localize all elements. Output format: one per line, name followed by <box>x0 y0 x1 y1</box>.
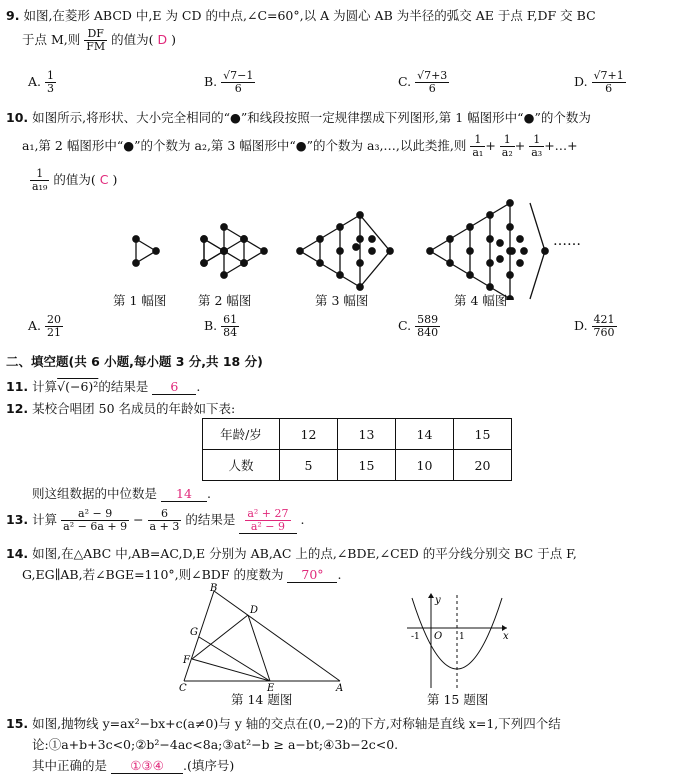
segment <box>430 251 450 263</box>
tick-one: 1 <box>459 632 465 642</box>
dot <box>221 272 227 278</box>
dot <box>221 248 227 254</box>
dot <box>542 248 548 254</box>
q13-f1-num: a² − 9 <box>61 508 129 521</box>
option-label: D. <box>574 74 588 89</box>
q12-number: 12. <box>6 401 29 416</box>
axis-label-y: y <box>435 595 441 606</box>
option-num: √7+3 <box>417 69 448 82</box>
table-cell: 年龄/岁 <box>203 419 280 450</box>
last-den: a₁₉ <box>32 180 48 193</box>
dot <box>353 244 359 250</box>
q13-ans-num: a² + 27 <box>247 507 289 520</box>
q10-close: ) <box>112 172 118 187</box>
option-label: C. <box>398 74 412 89</box>
option-den: 3 <box>47 82 54 95</box>
q10-line1 <box>6 108 591 126</box>
q11-root: √(−6)² <box>57 379 99 394</box>
q11-answer: 6 <box>152 379 196 395</box>
option-den: 840 <box>417 326 439 339</box>
segment <box>450 263 470 275</box>
q14-text-line1: 如图,在△ABC 中,AB=AC,D,E 分别为 AB,AC 上的点,∠BDE,∠CED 的平分线分别交 BC 于点 F, <box>32 546 577 561</box>
dot <box>369 236 375 242</box>
table-row <box>203 419 512 450</box>
age-table <box>202 418 512 481</box>
q15-line3 <box>32 756 234 774</box>
y-arrow-icon <box>428 593 434 598</box>
q14-caption: 第 14 题图 <box>231 692 293 707</box>
sum-num: 1 <box>529 134 544 147</box>
sum-num: 1 <box>500 134 515 147</box>
q12-text: 某校合唱团 50 名成员的年龄如下表: <box>32 401 236 416</box>
table-cell: 10 <box>396 450 454 481</box>
q10-number: 10. <box>6 110 29 125</box>
option-num: 1 <box>47 69 54 82</box>
segment <box>360 251 390 287</box>
sum-tail: +…+ <box>544 138 578 153</box>
q14-answer: 70° <box>287 567 337 583</box>
q14-end: . <box>337 567 342 582</box>
option-num: 20 <box>47 313 61 326</box>
figure-caption-3: 第 3 幅图 <box>315 293 369 308</box>
dot <box>497 256 503 262</box>
q9-text-post: 的值为( <box>111 32 154 47</box>
table-cell: 人数 <box>203 450 280 481</box>
origin-label: O <box>434 631 443 642</box>
dot <box>241 236 247 242</box>
q10-text-post: 的值为( <box>53 172 96 187</box>
dot <box>509 248 515 254</box>
q15-text-line3: 其中正确的是 <box>32 758 108 773</box>
label-a: A <box>336 683 344 693</box>
q15-caption: 第 15 题图 <box>427 692 489 707</box>
q15-parabola-figure <box>402 590 517 692</box>
dot <box>497 240 503 246</box>
q10-dot-figures <box>0 195 692 300</box>
q10-option-c <box>398 314 440 339</box>
sum-num: 1 <box>470 134 485 147</box>
segment <box>450 227 470 239</box>
dot <box>201 236 207 242</box>
table-cell: 14 <box>396 419 454 450</box>
q13 <box>6 508 304 534</box>
q9-text-line1: 如图,在菱形 ABCD 中,E 为 CD 的中点,∠C=60°,以 A 为圆心 AB 为半径的弧交 AE 于点 F,DF 交 BC <box>23 8 596 23</box>
q9-option-c <box>398 70 449 95</box>
dot <box>133 236 139 242</box>
q9-answer: D <box>157 32 168 47</box>
last-num: 1 <box>30 168 49 181</box>
q15-number: 15. <box>6 716 29 731</box>
q9-number: 9. <box>6 8 20 23</box>
option-label: A. <box>28 74 42 89</box>
label-b: B <box>210 583 218 594</box>
figure-caption-4: 第 4 幅图 <box>454 293 508 308</box>
option-den: 760 <box>593 326 615 339</box>
q9-close: ) <box>171 32 177 47</box>
q12-followup-text: 则这组数据的中位数是 <box>32 486 158 501</box>
option-label: C. <box>398 318 412 333</box>
q13-post: 的结果是 <box>185 512 236 527</box>
dot <box>153 248 159 254</box>
table-cell: 15 <box>454 419 512 450</box>
figure-caption-1: 第 1 幅图 <box>113 293 167 308</box>
q11 <box>6 377 200 395</box>
segment <box>300 239 320 251</box>
option-num: √7+1 <box>593 69 624 82</box>
q11-end: . <box>196 379 201 394</box>
q10-line3 <box>30 168 117 193</box>
q15-line1 <box>6 714 561 732</box>
dot <box>133 260 139 266</box>
option-label: A. <box>28 318 42 333</box>
q13-number: 13. <box>6 512 29 527</box>
segment <box>340 215 360 227</box>
table-cell: 5 <box>280 450 338 481</box>
option-den: 6 <box>605 82 613 95</box>
q9-option-b <box>204 70 255 95</box>
q13-pre: 计算 <box>32 512 58 527</box>
label-c: C <box>179 683 187 693</box>
q15-text-post: .(填序号) <box>183 758 235 773</box>
q9-frac-den: FM <box>86 40 106 53</box>
q12-followup <box>32 484 211 502</box>
figure-caption-2: 第 2 幅图 <box>198 293 252 308</box>
q13-f1-den: a² − 6a + 9 <box>63 520 128 533</box>
segment <box>470 215 490 227</box>
label-f: F <box>183 655 190 666</box>
sum-den: a₃ <box>531 146 543 159</box>
segment <box>530 251 545 299</box>
q9-option-d <box>574 70 626 95</box>
table-row <box>203 450 512 481</box>
q9-option-a <box>28 70 56 95</box>
segment <box>470 275 490 287</box>
option-label: D. <box>574 318 588 333</box>
dot <box>369 248 375 254</box>
q10-option-b <box>204 314 239 339</box>
option-num: √7−1 <box>223 69 254 82</box>
sum-den: a₁ <box>472 146 484 159</box>
dot <box>241 260 247 266</box>
tick-neg1: -1 <box>411 632 420 642</box>
q9-text-pre: 于点 M,则 <box>22 32 81 47</box>
q12 <box>6 399 235 417</box>
q14-number: 14. <box>6 546 29 561</box>
dot <box>201 260 207 266</box>
segment <box>430 239 450 251</box>
option-label: B. <box>204 74 218 89</box>
q13-minus: − <box>133 512 144 527</box>
dot <box>521 248 527 254</box>
q10-text-line2: a₁,第 2 幅图形中“●”的个数为 a₂,第 3 幅图形中“●”的个数为 a₃,…,以此类推,则 <box>22 138 467 153</box>
axis-label-x: x <box>503 631 509 642</box>
q15-answer: ①③④ <box>111 758 183 774</box>
q14-line1 <box>6 544 577 562</box>
table-cell: 12 <box>280 419 338 450</box>
option-label: B. <box>204 318 218 333</box>
dot <box>261 248 267 254</box>
segment <box>340 275 360 287</box>
dot <box>221 224 227 230</box>
sum-den: a₂ <box>501 146 513 159</box>
q13-f2-num: 6 <box>148 508 182 521</box>
table-cell: 13 <box>338 419 396 450</box>
q9-fraction <box>84 28 107 53</box>
q10-answer: C <box>99 172 109 187</box>
option-den: 6 <box>234 82 242 95</box>
figure-ellipsis: …… <box>553 233 581 249</box>
table-cell: 15 <box>338 450 396 481</box>
q9-frac-num: DF <box>84 28 107 41</box>
q14-line2 <box>22 565 341 583</box>
q9-line1 <box>6 6 596 24</box>
option-num: 421 <box>593 313 615 326</box>
section-heading: 二、填空题(共 6 小题,每小题 3 分,共 18 分) <box>6 354 263 369</box>
segment <box>360 215 390 251</box>
dot <box>517 236 523 242</box>
option-num: 589 <box>417 313 439 326</box>
q13-answer-blank <box>239 508 296 534</box>
segment <box>320 263 340 275</box>
q11-post: 的结果是 <box>98 379 149 394</box>
dot <box>517 260 523 266</box>
q11-number: 11. <box>6 379 29 394</box>
q13-f2-den: a + 3 <box>149 520 180 533</box>
q14-text-line2: G,EG∥AB,若∠BGE=110°,则∠BDF 的度数为 <box>22 567 284 582</box>
segment <box>320 227 340 239</box>
q10-text-line1: 如图所示,将形状、大小完全相同的“●”和线段按照一定规律摆成下列图形,第 1 幅图形中“●”的个数为 <box>32 110 591 125</box>
q15-text-line2: 论:①a+b+3c<0;②b²−4ac<8a;③at²−b ≥ a−bt;④3b−2c<0. <box>32 737 399 752</box>
q10-line2: a₁,第 2 幅图形中“●”的个数为 a₂,第 3 幅图形中“●”的个数为 a₃,…,以此类推,则 $\frac{1}{\text{a₁}}$ + $\frac{1}{\text{a₂}}$ + $\frac{1}{\text{a₃}}$ +…+ <box>22 133 578 159</box>
option-den: 21 <box>47 326 61 339</box>
segment <box>490 203 510 215</box>
q10-option-d <box>574 314 617 339</box>
q14-triangle-figure <box>170 583 350 693</box>
table-cell: 20 <box>454 450 512 481</box>
segment <box>300 251 320 263</box>
label-g: G <box>190 627 198 638</box>
q13-end: . <box>300 512 305 527</box>
label-e: E <box>267 683 275 693</box>
q11-pre: 计算 <box>32 379 58 394</box>
q12-answer: 14 <box>161 486 207 502</box>
option-num: 61 <box>223 313 238 326</box>
dot <box>387 248 393 254</box>
label-d: D <box>250 605 259 616</box>
q15-text-line1: 如图,抛物线 y=ax²−bx+c(a≠0)与 y 轴的交点在(0,−2)的下方,对称轴是直线 x=1,下列四个结 <box>32 716 561 731</box>
q9-line2 <box>22 28 176 53</box>
q13-ans-den: a² − 9 <box>250 520 285 533</box>
option-den: 6 <box>428 82 436 95</box>
option-den: 84 <box>223 326 238 339</box>
q10-option-a <box>28 314 63 339</box>
q12-end: . <box>207 486 211 501</box>
segment <box>530 203 545 251</box>
